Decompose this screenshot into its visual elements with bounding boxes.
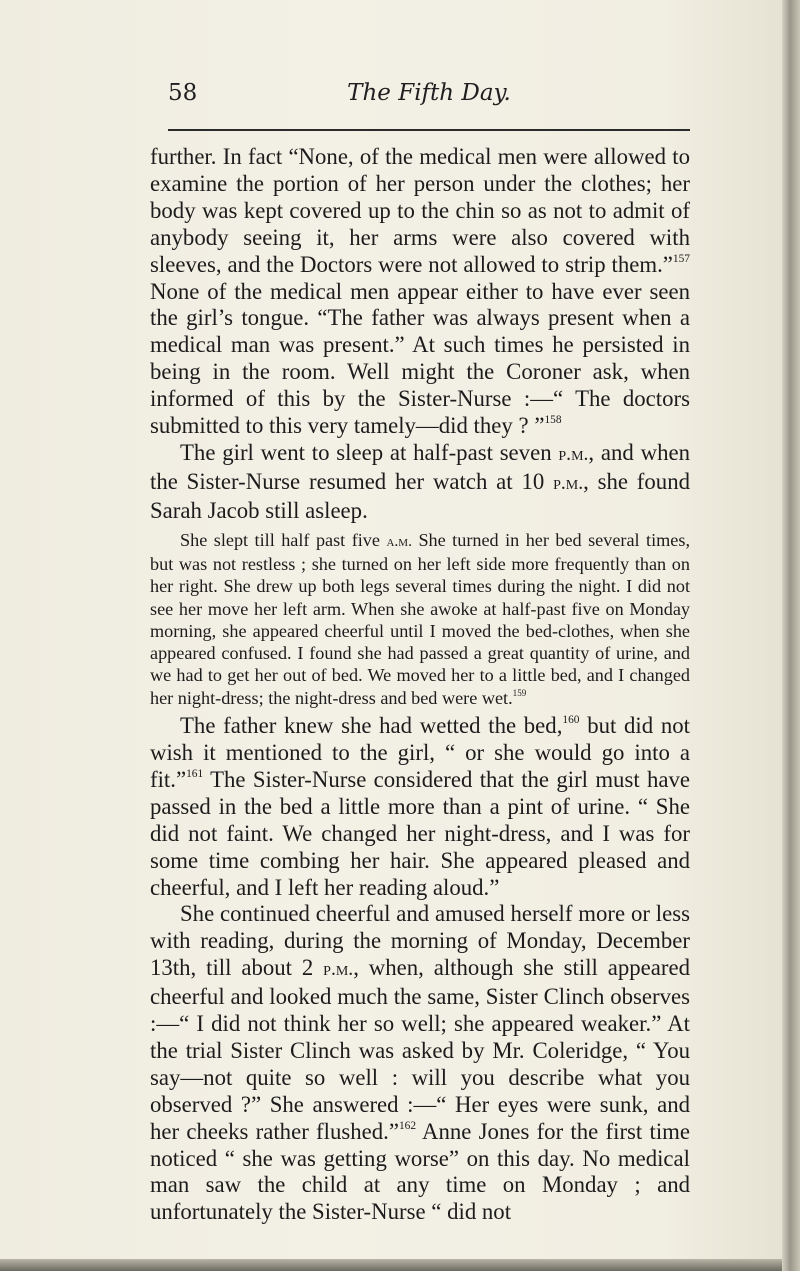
- body-text: [150, 144, 690, 1226]
- header-rule: [168, 129, 690, 131]
- footnote-ref: 162: [398, 1119, 417, 1132]
- block-quote: She slept till half past five a.m. She turned in her bed several times, but was not restless ; she turned on her left side more frequently than on her right. She drew up both legs several times during the night. I did not see her move her left arm. When she awoke at half-past five on Monday morning, she appeared cheerful until I moved the bed-clothes, when she appeared confused. I found she had passed a great quantity of urine, and we had to get her out of bed. We moved her to a little bed, and I changed her night-dress; the night-dress and bed were wet.$^{159}$: [150, 529, 690, 708]
- page-number: 58: [168, 80, 198, 106]
- footnote-ref: 161: [186, 767, 204, 780]
- paragraph-2: The girl went to sleep at half-past seven p.m., and when the Sister-Nurse resumed her watch at 10 p.m., she found Sarah Jacob still asleep.: [150, 439, 690, 523]
- paragraph-4: She continued cheerful and amused herself more or less with reading, during the morning of Monday, December 13th, till about 2 p.m., when, although she still appeared cheerful and looked much the same, Sister Clinch observes :—“ I did not think her so well; she appeared weaker.” At the trial Sister Clinch was asked by Mr. Coleridge, “ You say—not quite so well : will you describe what you observed ?” She answered :—“ Her eyes were sunk, and her cheeks rather flushed.”$^{162}$ Anne Jones for the first time noticed “ she was getting worse” on this day. No medical man saw the child at any time on Monday ; and unfortunately the Sister-Nurse “ did not: [150, 901, 691, 1225]
- footnote-ref: 159: [512, 687, 527, 698]
- book-spine-edge: [782, 0, 800, 1271]
- paragraph-3: The father knew she had wetted the bed,$^{160}$ but did not wish it mentioned to the girl, “ or she would go into a fit.”$^{161}$ The Sister-Nurse considered that the girl must have passed in the bed a little more than a pint of urine. “ She did not faint. We changed her night-dress, and I was for some time combing her hair. She appeared pleased and cheerful, and I left her reading aloud.”: [150, 713, 690, 900]
- footnote-ref: 158: [544, 413, 562, 426]
- page-bottom-shadow: [0, 1259, 782, 1271]
- paragraph-1: further. In fact “None, of the medical men were allowed to examine the portion of her person under the clothes; her body was kept covered up to the chin so as not to admit of anybody seeing it, her arms were also covered with sleeves, and the Doctors were not allowed to strip them.”$^{157}$ None of the medical men appear either to have ever seen the girl’s tongue. “The father was always present when a medical man was present.” At such times he persisted in being in the room. Well might the Coroner ask, when informed of this by the Sister-Nurse :—“ The doctors submitted to this very tamely—did they ? ”$^{158}$: [150, 144, 690, 439]
- footnote-ref: 157: [672, 252, 690, 265]
- running-title: The Fifth Day.: [347, 80, 511, 106]
- footnote-ref: 160: [562, 713, 580, 726]
- page-header: [168, 80, 690, 120]
